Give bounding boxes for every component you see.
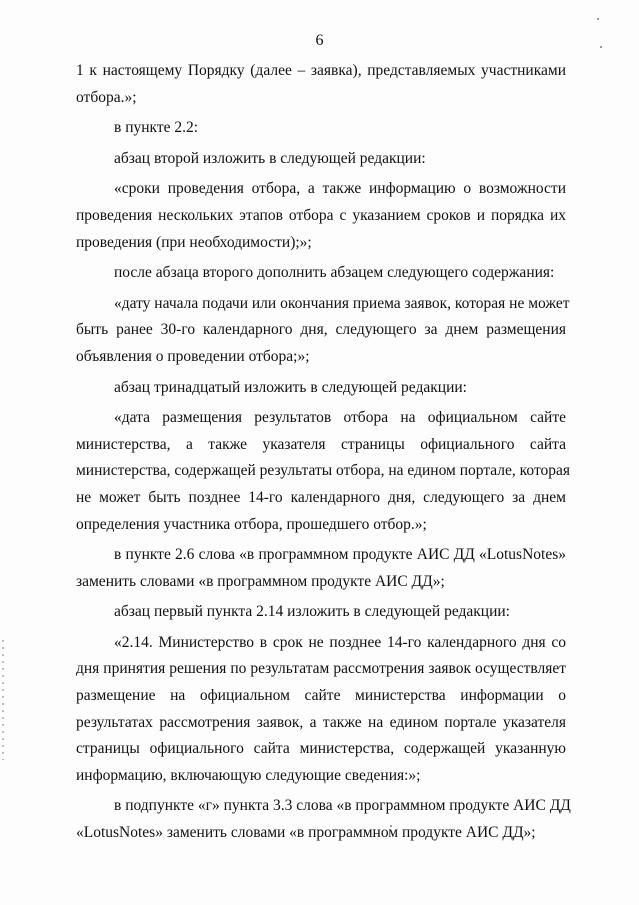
text-line: в подпункте «г» пункта 3.3 слова «в программном продукте АИС ДД [114, 797, 571, 815]
text-line: отбора.»; [76, 88, 137, 106]
text-line: объявления о проведении отбора;»; [76, 347, 310, 365]
text-line: абзац второй изложить в следующей редакции: [114, 149, 426, 167]
text-line: 1 к настоящему Порядку (далее – заявка), представляемых участниками [76, 62, 566, 79]
text-line: страницы официального сайта министерства, содержащей указанную [76, 740, 566, 758]
text-line: «дату начала подачи или окончания приема заявок, которая не может [114, 294, 570, 312]
text-line: быть ранее 30-го календарного дня, следующего за днем размещения [76, 321, 566, 339]
text-line: абзац первый пункта 2.14 изложить в следующей редакции: [114, 603, 510, 621]
text-line: «LotusNotes» заменить словами «в программном продукте АИС ДД»; [76, 824, 536, 842]
text-line: «сроки проведения отбора, а также информацию о возможности [114, 180, 566, 198]
text-line: дня принятия решения по результатам рассмотрения заявок осуществляет [76, 660, 566, 678]
text-line: в пункте 2.6 слова «в программном продукте АИС ДД «LotusNotes» [114, 546, 566, 564]
text-line: проведения (при необходимости);»; [76, 233, 312, 251]
text-line: проведения нескольких этапов отбора с указанием сроков и порядка их [76, 206, 566, 224]
text-line: размещение на официальном сайте министерства информации о [76, 687, 566, 705]
text-line: «2.14. Министерство в срок не позднее 14-го календарного дня со [114, 633, 566, 651]
text-line: в пункте 2.2: [114, 119, 199, 137]
scan-mark [597, 18, 599, 20]
text-line: «дата размещения результатов отбора на официальном сайте [114, 409, 566, 427]
text-line: после абзаца второго дополнить абзацем следующего содержания: [114, 264, 555, 282]
text-line: информацию, включающую следующие сведения:»; [76, 766, 421, 784]
page-number: 6 [315, 32, 324, 49]
text-line: министерства, а также указателя страницы официального сайта [76, 435, 566, 453]
document-body [76, 58, 571, 847]
text-line: не может быть позднее 14-го календарного дня, следующего за днем [76, 488, 566, 506]
text-line: определения участника отбора, прошедшего отбор.»; [76, 515, 427, 533]
scan-edge-mark [2, 640, 4, 760]
text-line: результатах рассмотрения заявок, а также на едином портале указателя [76, 713, 566, 731]
scan-mark [600, 46, 602, 48]
text-line: абзац тринадцатый изложить в следующей редакции: [114, 378, 467, 396]
text-line: министерства, содержащей результаты отбора, на едином портале, которая [76, 462, 571, 480]
text-line: заменить словами «в программном продукте АИС ДД»; [76, 572, 445, 590]
